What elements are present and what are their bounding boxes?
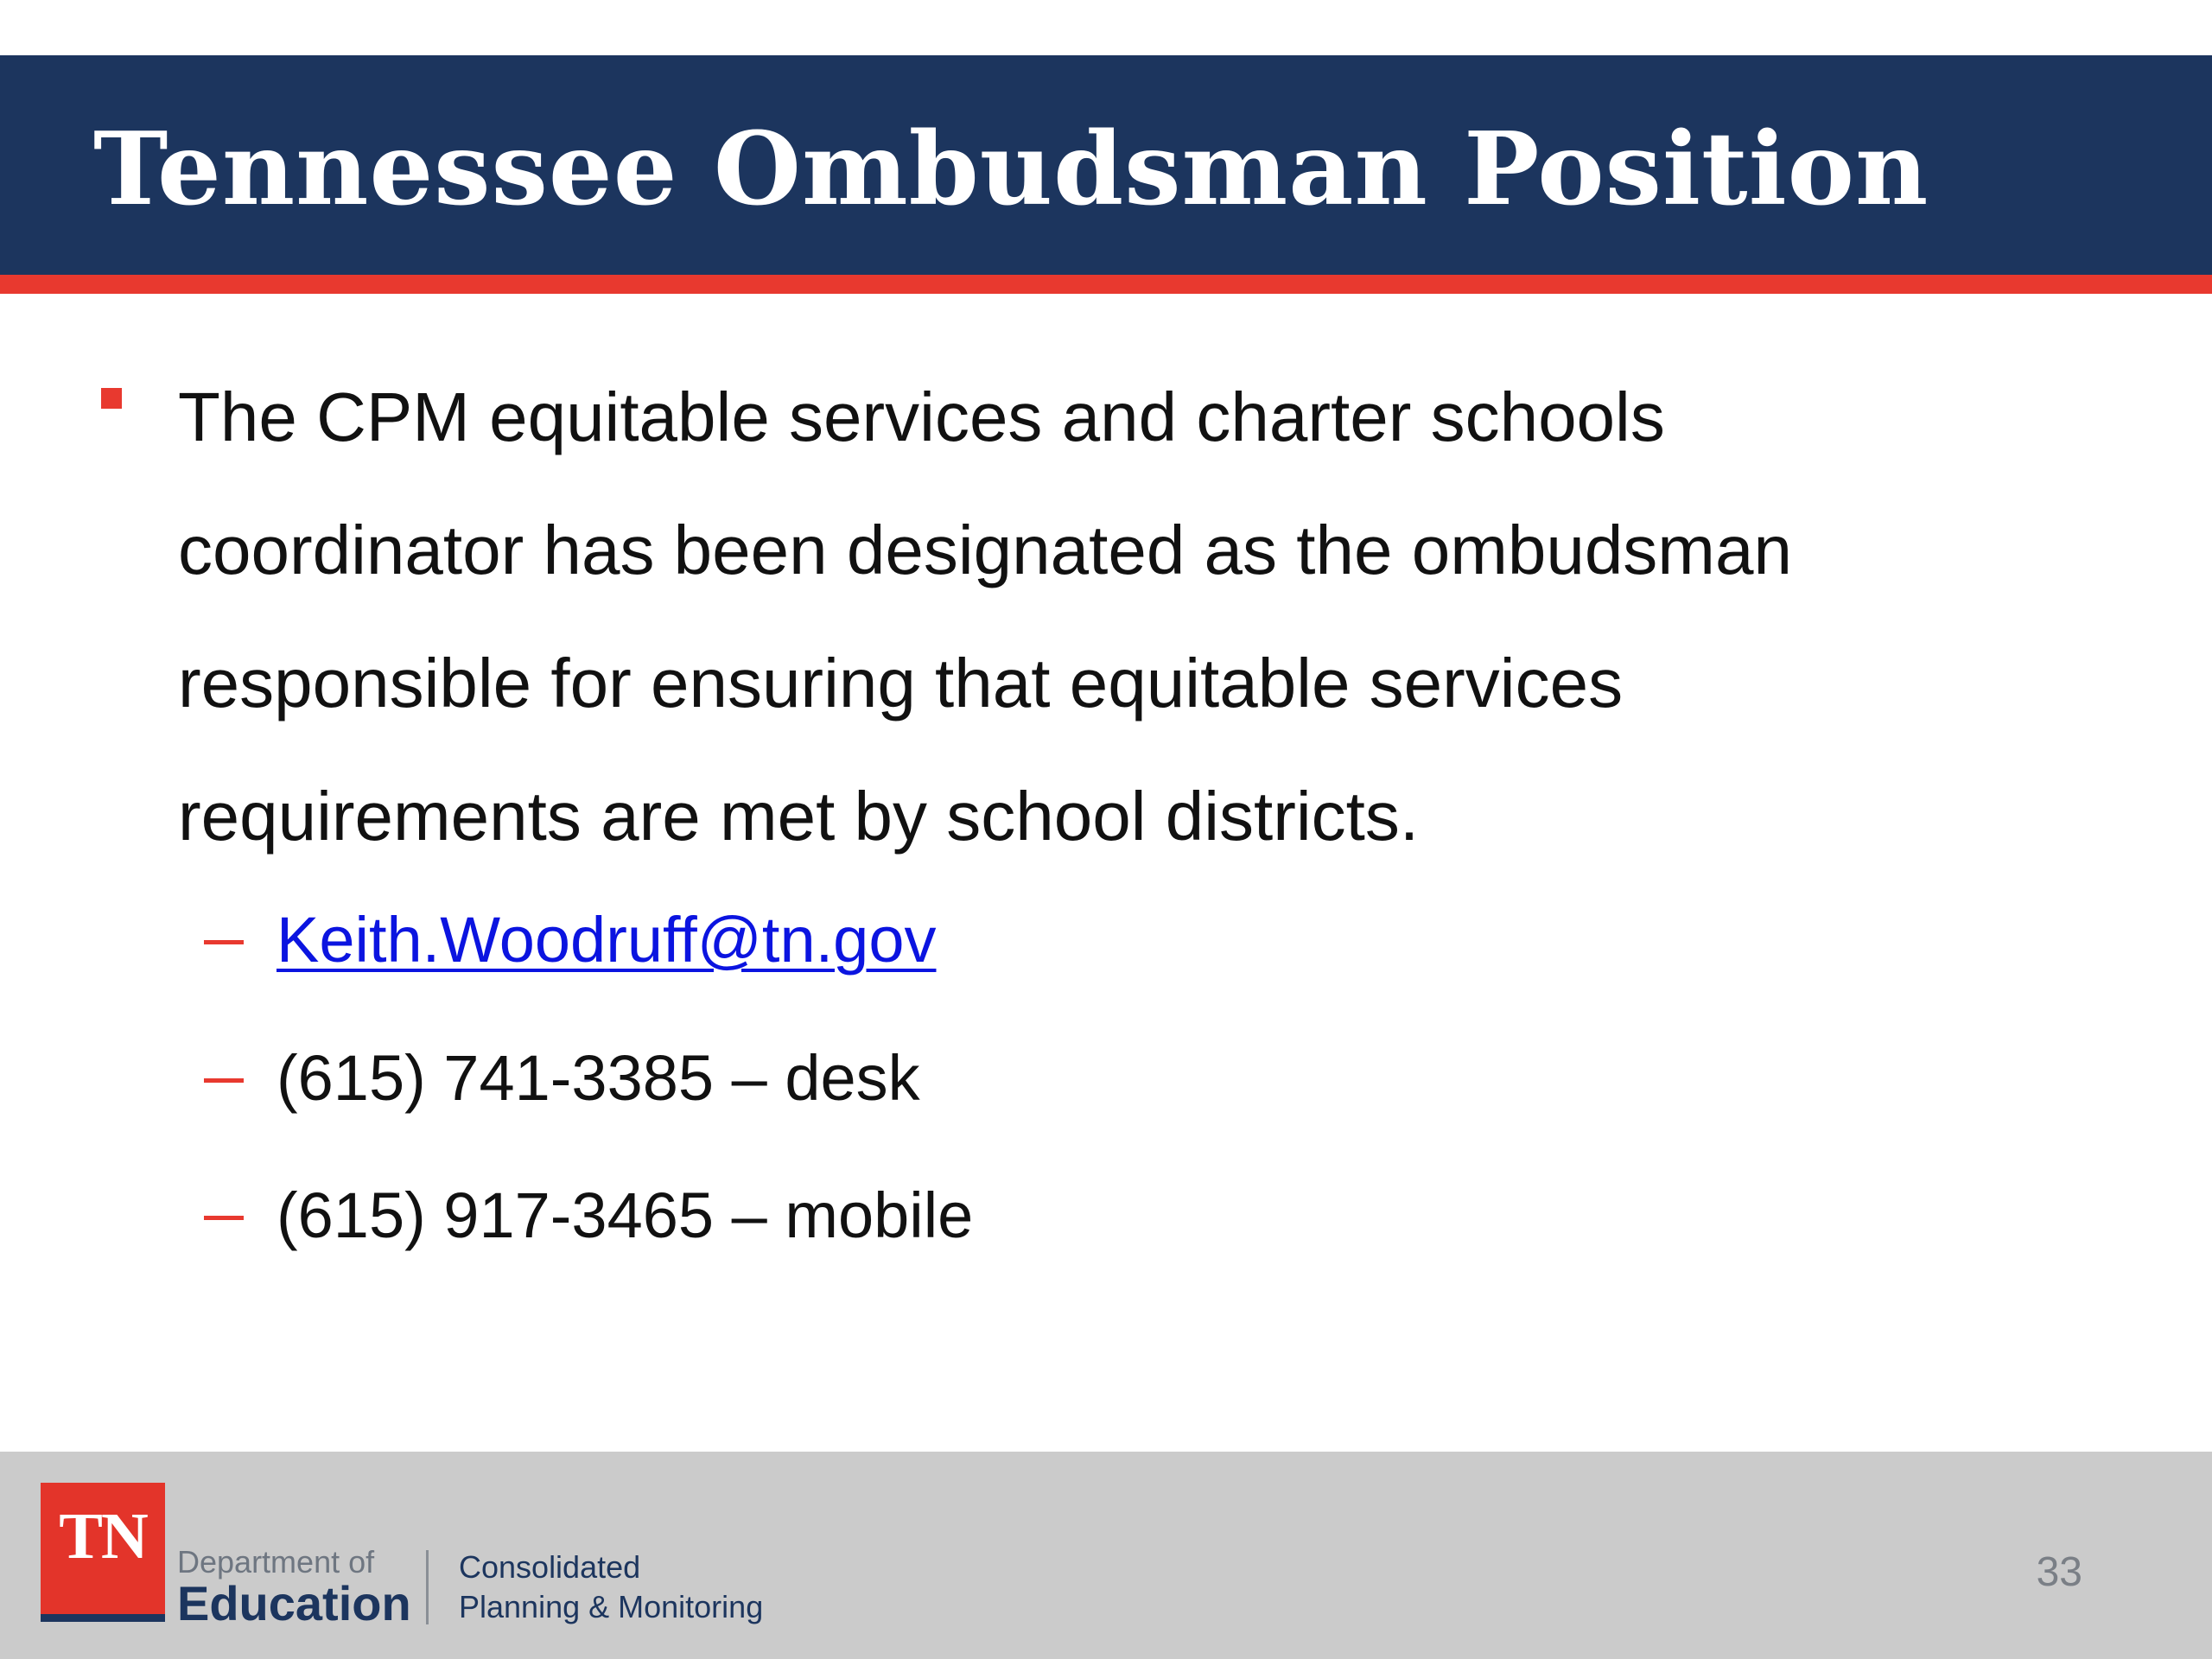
- dash-bullet-icon: [204, 1216, 244, 1220]
- tn-logo-text: TN: [59, 1500, 147, 1573]
- bullet-line: coordinator has been designated as the ombudsman: [178, 512, 1792, 588]
- bullet-line: The CPM equitable services and charter schools: [178, 378, 1665, 455]
- dash-bullet-icon: [204, 940, 244, 944]
- email-link[interactable]: Keith.Woodruff@tn.gov: [276, 904, 937, 976]
- slide-title: Tennessee Ombudsman Position: [93, 111, 1929, 228]
- bullet-line: responsible for ensuring that equitable services: [178, 645, 1624, 721]
- tn-logo-underline: [41, 1614, 165, 1622]
- division-name-line1: Consolidated: [459, 1549, 641, 1585]
- dash-bullet-icon: [204, 1078, 244, 1083]
- tn-logo: [41, 1483, 165, 1614]
- bullet-line: requirements are met by school districts.: [178, 778, 1420, 855]
- page-number: 33: [2036, 1549, 2082, 1595]
- square-bullet-icon: [101, 388, 122, 409]
- desk-phone-text: (615) 741-3385 – desk: [276, 1042, 920, 1114]
- footer-divider: [426, 1550, 429, 1624]
- division-name-line2: Planning & Monitoring: [459, 1589, 764, 1624]
- department-of-label: Department of: [177, 1544, 375, 1580]
- bullet-text: [178, 351, 2036, 883]
- education-label: Education: [177, 1576, 411, 1630]
- title-accent-rule: [0, 275, 2212, 294]
- mobile-phone-text: (615) 917-3465 – mobile: [276, 1179, 974, 1251]
